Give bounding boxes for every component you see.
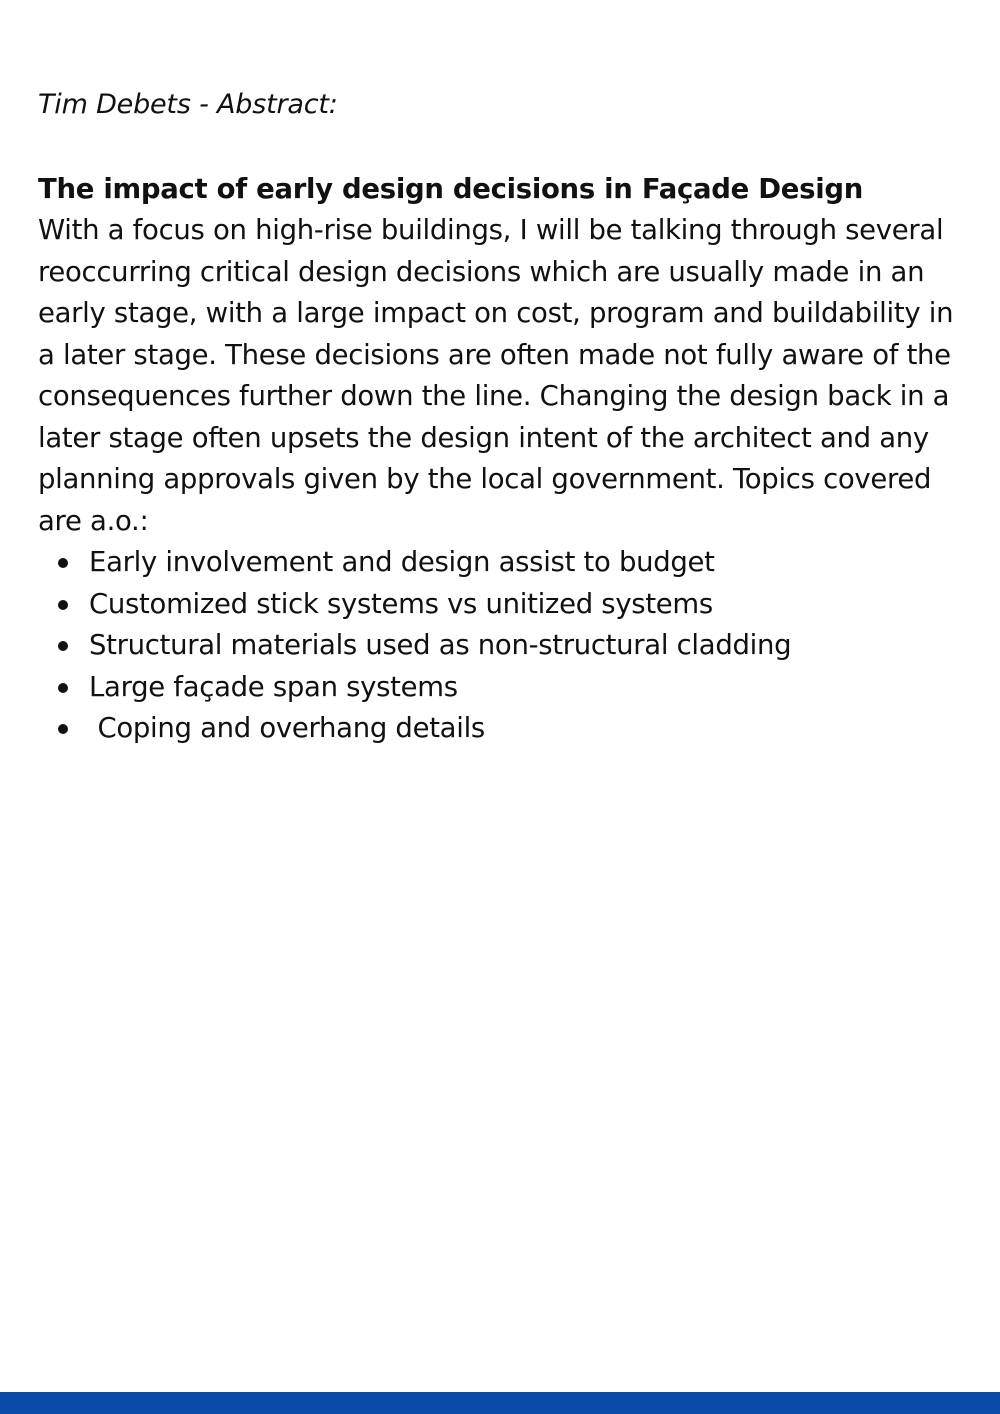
bullet-icon xyxy=(58,600,68,610)
topics-list xyxy=(38,542,968,750)
topic-text: Coping and overhang details xyxy=(89,712,485,744)
bullet-icon xyxy=(58,683,68,693)
list-item xyxy=(38,667,968,709)
topic-text: Early involvement and design assist to budget xyxy=(89,546,715,578)
abstract-title: The impact of early design decisions in Façade Design xyxy=(38,173,863,205)
bullet-icon xyxy=(58,724,68,734)
footer-bar xyxy=(0,1392,1000,1414)
topic-text: Structural materials used as non-structural cladding xyxy=(89,629,792,661)
topic-text: Customized stick systems vs unitized systems xyxy=(89,587,713,620)
list-item xyxy=(38,584,968,626)
topic-text: Large façade span systems xyxy=(89,670,458,703)
list-item xyxy=(38,708,968,750)
list-item xyxy=(38,625,968,667)
author-line: Tim Debets - Abstract: xyxy=(38,89,338,120)
list-item xyxy=(38,542,968,584)
bullet-icon xyxy=(58,558,68,568)
bullet-icon xyxy=(58,641,68,651)
abstract-body: With a focus on high-rise buildings, I will be talking through several reoccurring critical design decisions which are usually made in an early stage, with a large impact on cost, program and buildability in a later stage. These decisions are often made not fully aware of the consequences further down the line. Changing the design back in a later stage often upsets the design intent of the architect and any planning approvals given by the local government. Topics covered are a.o.: xyxy=(38,214,954,537)
abstract-page xyxy=(38,84,968,750)
